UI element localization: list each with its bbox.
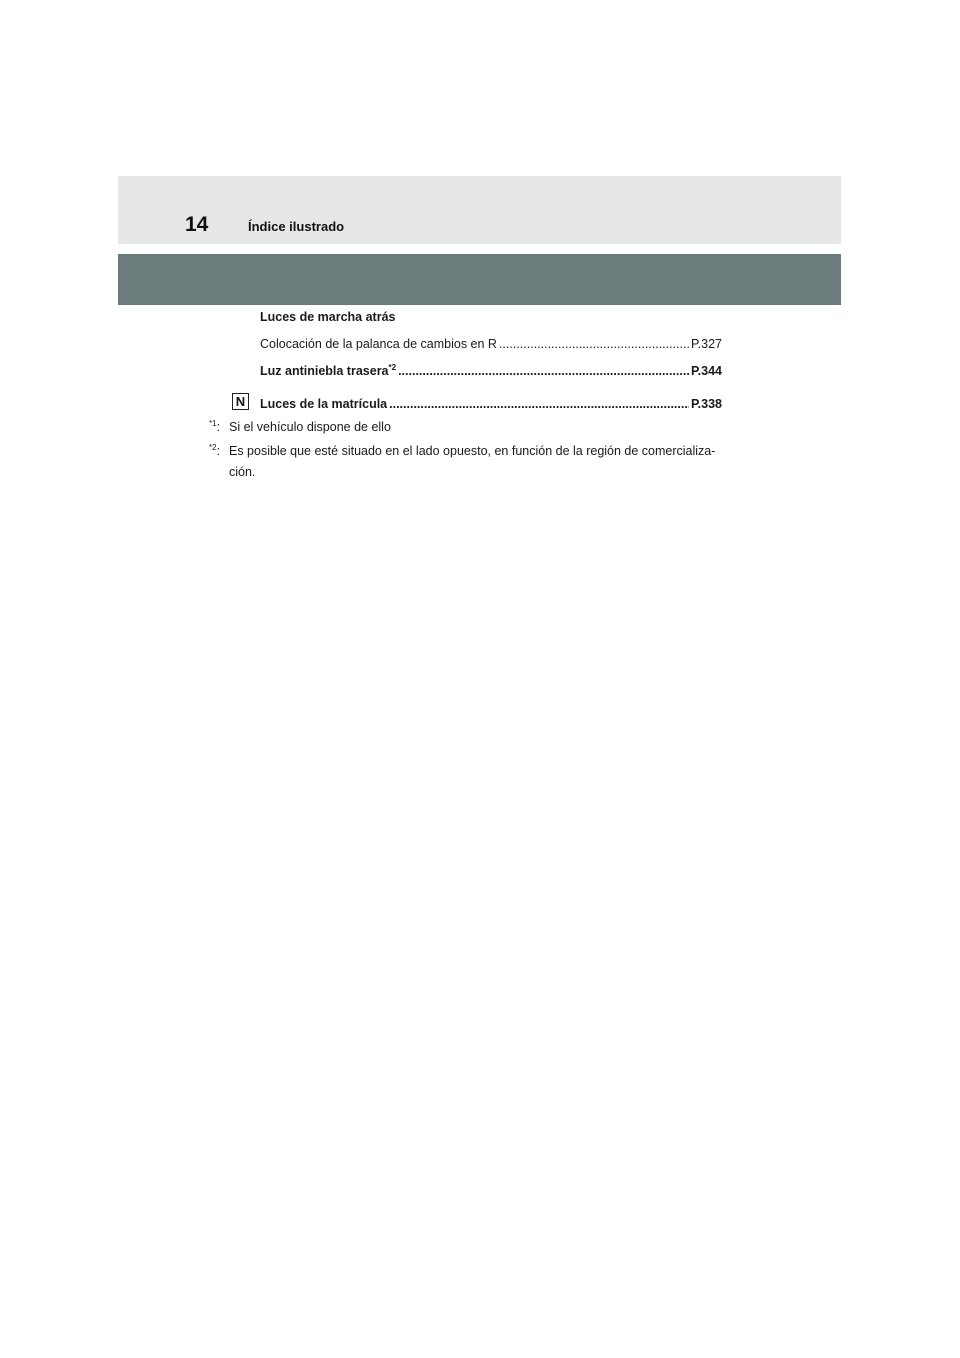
footnote-mark: $^{*2}$: bbox=[209, 443, 221, 458]
footnote-marker: *2 bbox=[388, 363, 397, 372]
entry-rear-fog-light[interactable] bbox=[260, 363, 722, 379]
entry-license-plate-lights[interactable] bbox=[260, 396, 722, 412]
entry-label: Luces de marcha atrás bbox=[260, 310, 396, 324]
page-reference[interactable]: P.327 bbox=[690, 337, 722, 351]
footnote-mark: $^{*1}$: bbox=[209, 419, 221, 434]
section-title: Índice ilustrado bbox=[248, 219, 345, 234]
page-reference[interactable]: P.344 bbox=[690, 364, 722, 378]
entry-label: Luces de la matrícula bbox=[260, 397, 388, 411]
section-band bbox=[118, 254, 841, 305]
entry-label: Colocación de la palanca de cambios en R bbox=[260, 337, 497, 351]
n-badge-icon: N bbox=[232, 393, 249, 410]
footnote-text: Es posible que esté situado en el lado opuesto, en función de la región de comercializa-ción. bbox=[229, 444, 716, 479]
dot-leader bbox=[499, 336, 689, 352]
page-reference[interactable]: P.338 bbox=[690, 397, 722, 411]
header-band bbox=[118, 176, 841, 244]
entry-label: Luz antiniebla trasera bbox=[260, 364, 389, 378]
page-number: 14 bbox=[185, 213, 209, 236]
dot-leader bbox=[389, 396, 689, 412]
footnote-text: Si el vehículo dispone de ello bbox=[229, 420, 391, 434]
dot-leader bbox=[398, 363, 689, 379]
entry-label-group bbox=[260, 363, 396, 379]
entry-shift-lever-r[interactable] bbox=[260, 336, 722, 352]
entry-reverse-lights-heading bbox=[260, 309, 722, 325]
footnote-1 bbox=[209, 417, 739, 438]
footnote-2 bbox=[209, 441, 739, 483]
